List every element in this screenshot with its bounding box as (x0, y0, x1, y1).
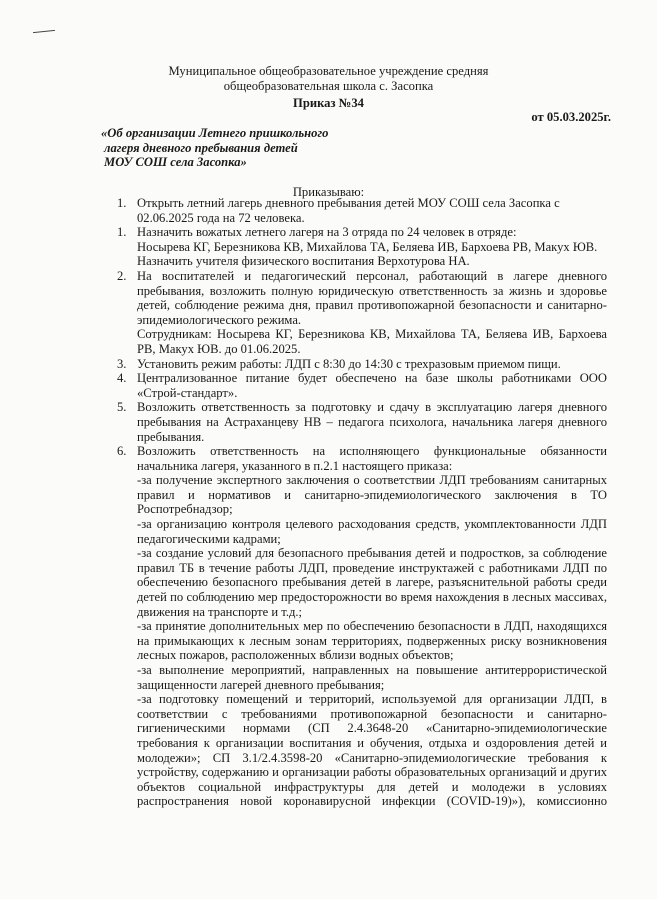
item-number: 6. (117, 444, 127, 459)
item-number: 2. (117, 268, 127, 283)
header-line-2: общеобразовательная школа с. Засопка (223, 79, 434, 93)
item-number: 5. (117, 400, 127, 415)
item-text: Возложить ответственность на исполняющего функциональные обязанности начальника лагеря, указанного в п.2.1 настоящего приказа: (137, 444, 607, 473)
list-item (117, 196, 607, 225)
subject-line-1: «Об организации Летнего пришкольного (101, 126, 329, 140)
item-text: -за организацию контроля целевого расходования средств, укомплектованности ЛДП педагогическими кадрами; (137, 517, 607, 546)
item-text: Установить режим работы: ЛДП с 8:30 до 14:30 с трехразовым приемом пищи. (137, 356, 561, 371)
item-number: 4. (117, 371, 127, 386)
item-number: 1. (117, 196, 127, 210)
item-text: -за выполнение мероприятий, направленных на повышение антитеррористической защищенности лагерей дневного пребывания; (137, 663, 607, 692)
item-text: Открыть летний лагерь дневного пребывания детей МОУ СОШ села Засопка с 02.06.2025 года на 72 человека. (137, 196, 560, 225)
header-line-1: Муниципальное общеобразовательное учреждение средняя (168, 64, 489, 78)
item-text: -за создание условий для безопасного пребывания детей и подростков, за соблюдение правил ТБ в течение работы ЛДП, проведение инструктажей с работниками ЛДП по обеспечению безопасного пребывания детей в лагере, разъяснительной работы среди детей по соблюдению мер предосторожности во время нахождения в лесных массивах, движения на транспорте и т.д.; (137, 546, 607, 619)
item-number: 1. (117, 225, 127, 240)
school-header (0, 64, 657, 94)
list-item (117, 269, 607, 357)
item-text: На воспитателей и педагогический персонал, работающий в лагере дневного пребывания, возложить полную юридическую ответственность за жизнь и здоровье детей, соблюдение режима дня, правил противопожарной безопасности и санитарно-эпидемиологического режима. (137, 268, 607, 327)
list-item (117, 444, 607, 809)
subject-line-2: лагеря дневного пребывания детей (104, 140, 298, 155)
item-text: Централизованное питание будет обеспечено на базе школы работниками ООО «Строй-стандарт». (137, 371, 607, 400)
item-text: Назначить вожатых летнего лагеря на 3 отряда по 24 человек в отряде: (137, 225, 517, 240)
list-item (117, 371, 607, 400)
scan-artifact-mark (33, 30, 55, 33)
item-text: Сотрудникам: Носырева КГ, Березникова КВ, Михайлова ТА, Беляева ИВ, Бархоева РВ, Макух ЮВ. до 01.06.2025. (137, 327, 607, 356)
item-number: 3. (117, 356, 127, 371)
item-text: -за получение экспертного заключения о соответствии ЛДП требованиям санитарных правил и нормативов и санитарно-эпидемиологического заключения в ТО Роспотребнадзор; (137, 473, 607, 517)
subject-line-3: МОУ СОШ села Засопка» (104, 155, 247, 169)
order-items-list (117, 196, 607, 809)
list-item (117, 400, 607, 444)
list-item (117, 225, 607, 269)
item-text: -за принятие дополнительных мер по обеспечению безопасности в ЛДП, находящихся на примыкающих к лесным зонам территориях, подверженных риску возникновения лесных пожаров, расположенных вблизи водных объектов; (137, 619, 607, 663)
item-text: Возложить ответственность за подготовку и сдачу в эксплуатацию лагеря дневного пребывания на Астраханцеву НВ – педагога психолога, начальника лагеря дневного пребывания. (137, 400, 607, 444)
item-text: -за подготовку помещений и территорий, используемой для организации ЛДП, в соответствии с требованиями противопожарной безопасности и санитарно-гигиеническими нормами (СП 2.4.3648-20 «Санитарно-эпидемиологические требования к организации воспитания и обучения, отдыха и оздоровления детей и молодежи»; СП 3.1/2.4.3598-20 «Санитарно-эпидемиологические требования к устройству, содержанию и организации работы образовательных организаций и других объектов социальной инфраструктуры для детей и молодежи в условиях распространения новой коронавирусной инфекции (COVID-19)»), комиссионно (137, 692, 607, 809)
item-text: Назначить учителя физического воспитания Верхотурова НА. (137, 254, 470, 269)
order-subject (101, 126, 328, 170)
prikaz-label: Приказываю: (292, 185, 365, 199)
order-date: от 05.03.2025г. (531, 110, 611, 124)
list-item (117, 357, 607, 372)
item-text: Носырева КГ, Березникова КВ, Михайлова ТА, Беляева ИВ, Бархоева РВ, Макух ЮВ. (137, 239, 598, 254)
order-title: Приказ №34 (293, 96, 364, 110)
